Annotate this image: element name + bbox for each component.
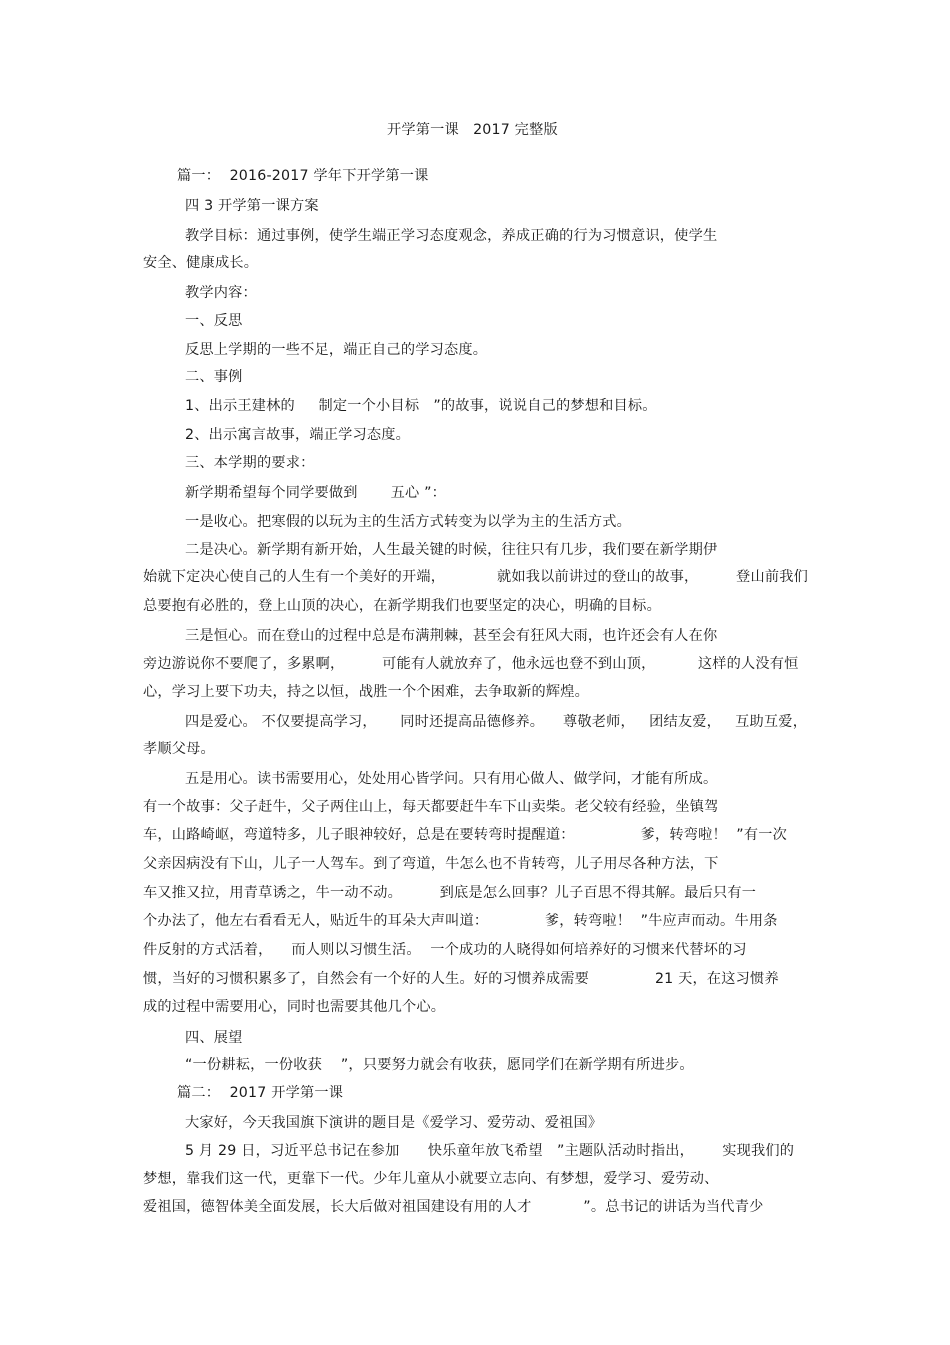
text-line: 安全、健康成长。 — [143, 255, 259, 271]
text-line: 教学内容： — [185, 285, 257, 301]
text-line: 篇二： 2017 开学第一课 — [177, 1085, 344, 1101]
text-line: 教学目标：通过事例，使学生端正学习态度观念，养成正确的行为习惯意识，使学生 — [185, 228, 718, 244]
text-line: 惯，当好的习惯积累多了，自然会有一个好的人生。好的习惯养成需要 21 天，在这习惯养 — [143, 971, 779, 987]
text-line: 车，山路崎岖，弯道特多，儿子眼神较好，总是在要转弯时提醒道： 爹，转弯啦！ ”有一次 — [143, 827, 788, 843]
text-line: 四 3 开学第一课方案 — [185, 198, 319, 214]
text-line: 总要抱有必胜的，登上山顶的决心，在新学期我们也要坚定的决心，明确的目标。 — [143, 598, 661, 614]
text-line: 2、出示寓言故事，端正学习态度。 — [185, 427, 411, 443]
text-line: 一是收心。把寒假的以玩为主的生活方式转变为以学为主的生活方式。 — [185, 514, 632, 530]
text-line: 1、出示王建林的 制定一个小目标 ”的故事，说说自己的梦想和目标。 — [185, 398, 657, 414]
text-line: 二是决心。新学期有新开始，人生最关键的时候，往往只有几步，我们要在新学期伊 — [185, 542, 718, 558]
text-line: 反思上学期的一些不足，端正自己的学习态度。 — [185, 342, 488, 358]
text-line: 个办法了，他左右看看无人，贴近牛的耳朵大声叫道： 爹，转弯啦！ ”牛应声而动。牛用条 — [143, 913, 778, 929]
text-line: 二、事例 — [185, 369, 243, 385]
text-line: 梦想，靠我们这一代，更靠下一代。少年儿童从小就要立志向、有梦想，爱学习、爱劳动、 — [143, 1171, 719, 1187]
text-line: 成的过程中需要用心，同时也需要其他几个心。 — [143, 999, 446, 1015]
text-line: 车又推又拉，用青草诱之，牛一动不动。 到底是怎么回事？儿子百思不得其解。最后只有一 — [143, 885, 757, 901]
text-line: 件反射的方式活着， 而人则以习惯生活。 一个成功的人晓得如何培养好的习惯来代替坏的习 — [143, 942, 747, 958]
text-line: 三、本学期的要求： — [185, 455, 315, 471]
text-line: 一、反思 — [185, 313, 243, 329]
text-line: 5 月 29 日，习近平总书记在参加 快乐童年放飞希望 ”主题队活动时指出， 实现我们的 — [185, 1143, 795, 1159]
text-line: 旁边游说你不要爬了，多累啊， 可能有人就放弃了，他永远也登不到山顶， 这样的人没有恒 — [143, 656, 799, 672]
document-title: 开学第一课 2017 完整版 — [387, 122, 558, 138]
text-line: 三是恒心。而在登山的过程中总是布满荆棘，甚至会有狂风大雨，也许还会有人在你 — [185, 628, 718, 644]
text-line: 新学期希望每个同学要做到 五心 ”： — [185, 485, 447, 501]
text-line: 心，学习上要下功夫，持之以恒，战胜一个个困难，去争取新的辉煌。 — [143, 684, 590, 700]
text-line: 四是爱心。 不仅要提高学习， 同时还提高品德修养。 尊敬老师， 团结友爱， 互助互爱， — [185, 714, 808, 730]
text-line: 篇一： 2016-2017 学年下开学第一课 — [177, 168, 429, 184]
text-line: 孝顺父母。 — [143, 741, 215, 757]
text-line: 五是用心。读书需要用心，处处用心皆学问。只有用心做人、做学问，才能有所成。 — [185, 771, 718, 787]
text-line: 有一个故事：父子赶牛，父子两住山上，每天都要赶牛车下山卖柴。老父较有经验，坐镇驾 — [143, 799, 719, 815]
text-line: 爱祖国，德智体美全面发展，长大后做对祖国建设有用的人才 ”。总书记的讲话为当代青少 — [143, 1199, 764, 1215]
text-line: “一份耕耘，一份收获 ”，只要努力就会有收获，愿同学们在新学期有所进步。 — [185, 1057, 694, 1073]
text-line: 始就下定决心使自己的人生有一个美好的开端， 就如我以前讲过的登山的故事， 登山前我们 — [143, 569, 808, 585]
text-line: 父亲因病没有下山，儿子一人驾车。到了弯道，牛怎么也不肯转弯，儿子用尽各种方法，下 — [143, 856, 719, 872]
text-line: 大家好，今天我国旗下演讲的题目是《爱学习、爱劳动、爱祖国》 — [185, 1115, 603, 1131]
text-line: 四、展望 — [185, 1030, 243, 1046]
